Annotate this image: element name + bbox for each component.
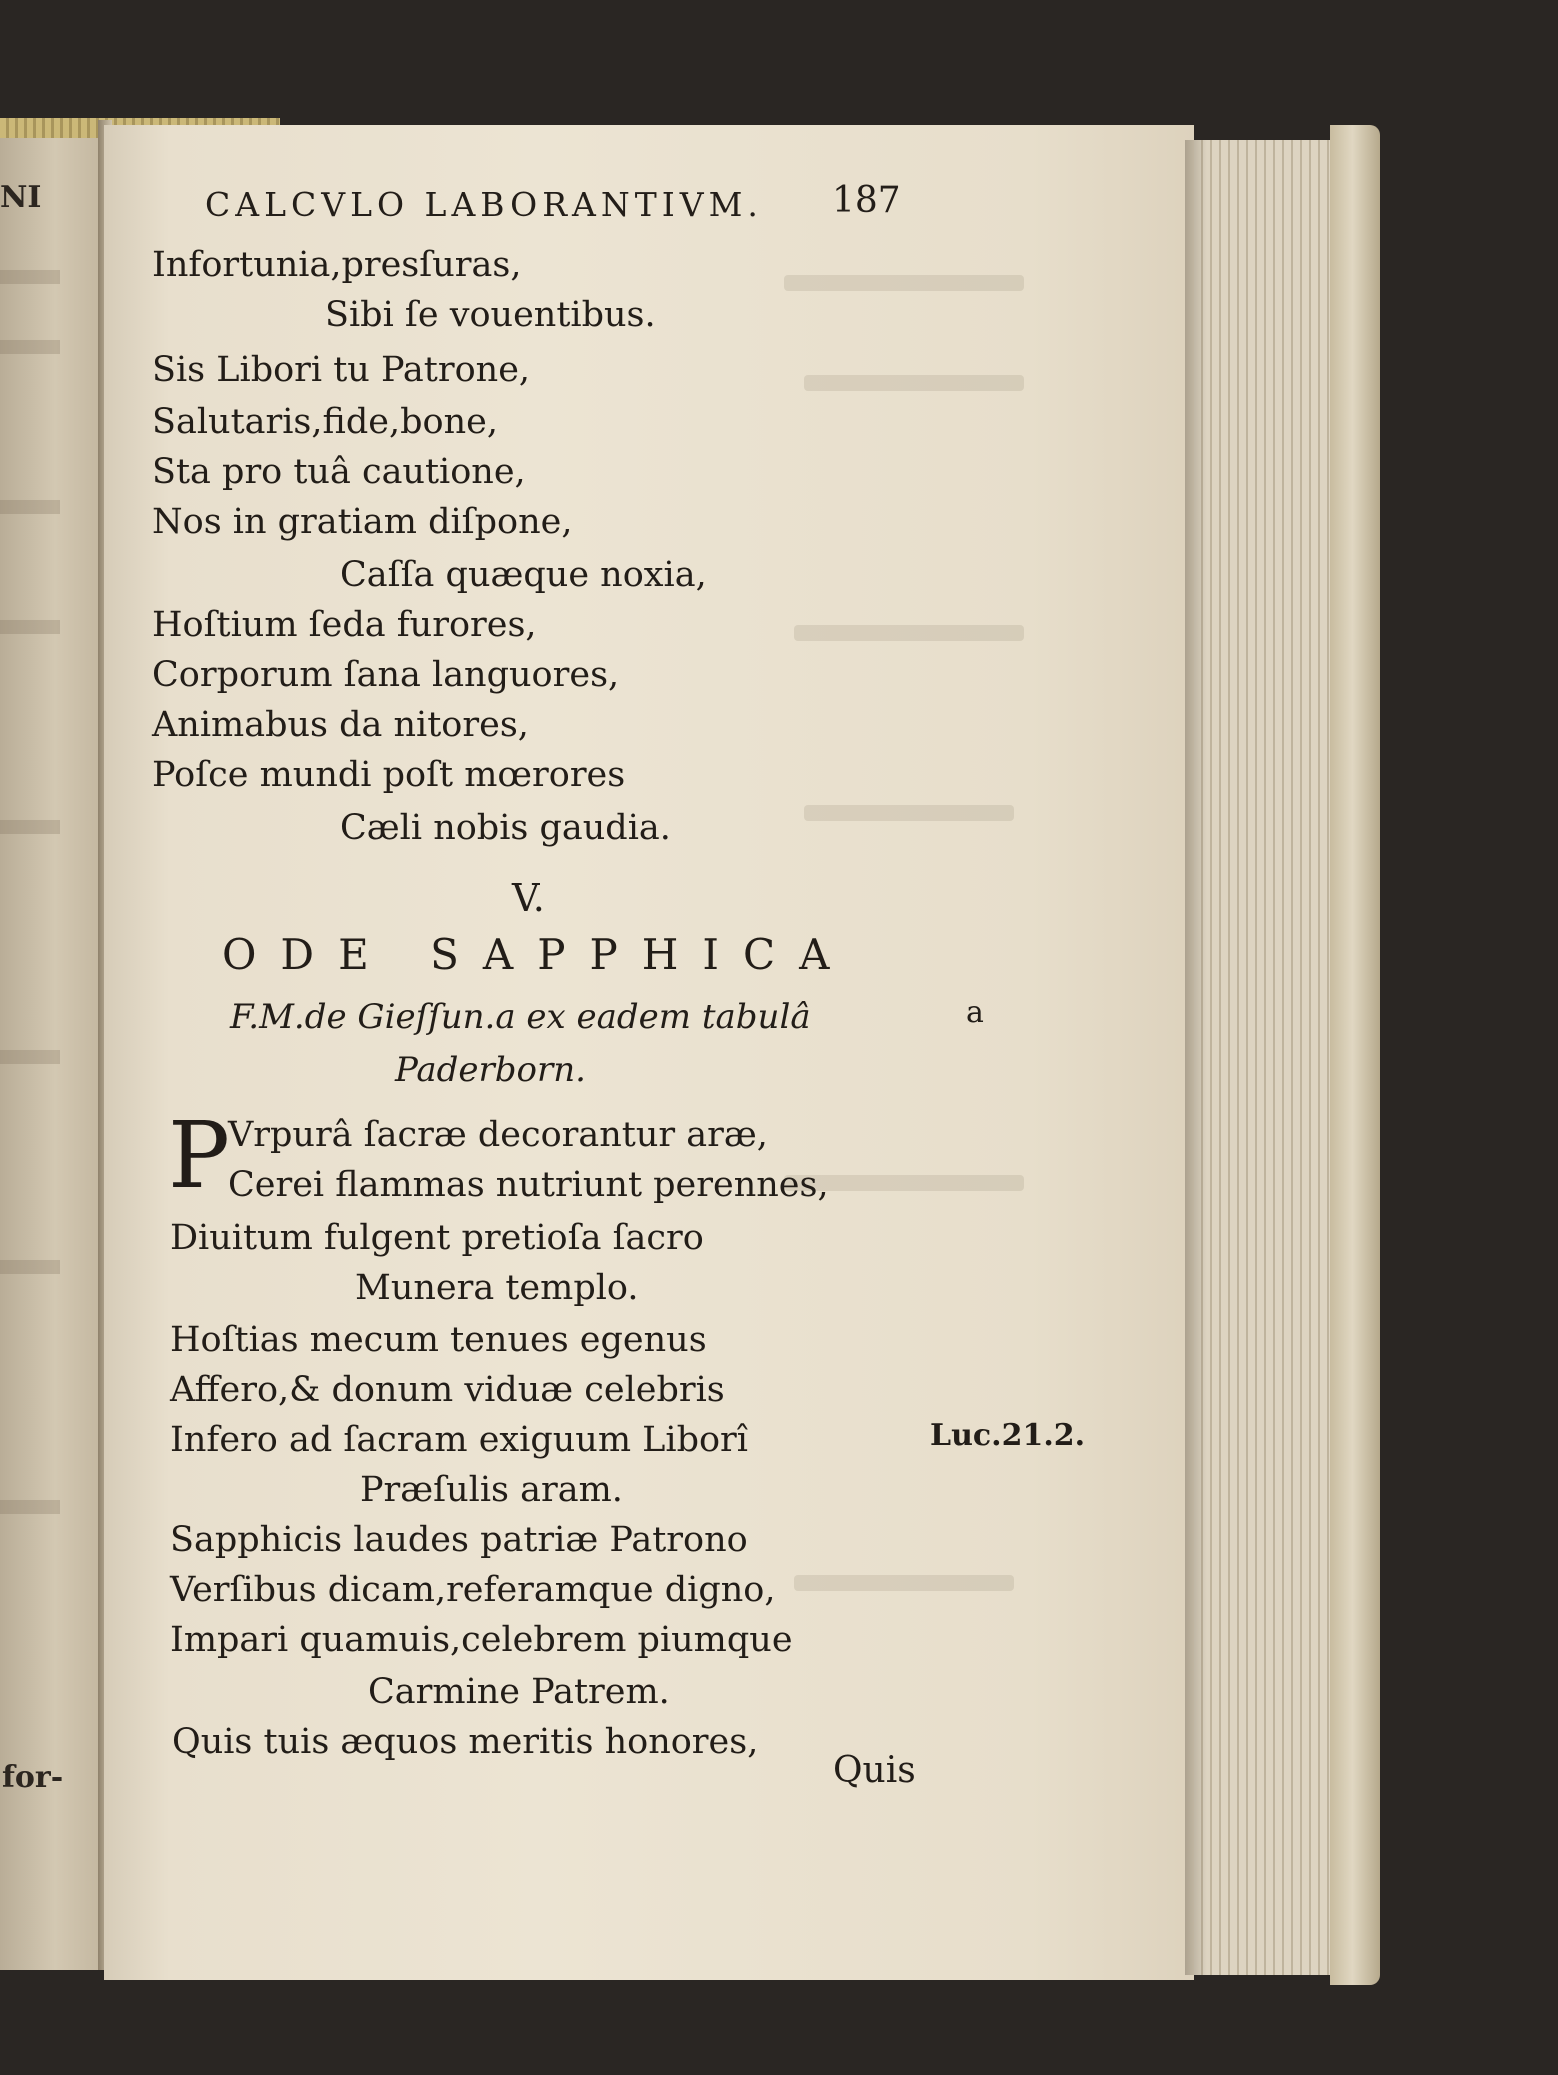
verse-line: Infero ad ſacram exiguum Liborî — [170, 1420, 748, 1460]
verse-line: Impari quamuis,celebrem piumque — [170, 1620, 793, 1660]
show-through-text — [0, 340, 60, 354]
ode-title: ODE SAPPHICA — [222, 930, 854, 979]
verse-line: Præſulis aram. — [360, 1470, 623, 1510]
verse-line: Animabus da nitores, — [152, 705, 529, 745]
verse-line: Sta pro tuâ cautione, — [152, 452, 526, 492]
verse-line: Vrpurâ ſacræ decorantur aræ, — [228, 1115, 768, 1155]
page-edge-shadow — [1185, 140, 1207, 1975]
verse-line: Sibi ſe vouentibus. — [325, 295, 656, 335]
section-number: V. — [512, 876, 545, 920]
left-facing-page — [0, 120, 100, 1970]
show-through-text — [0, 500, 60, 514]
vellum-cover — [1330, 125, 1380, 1985]
verse-line: Verſibus dicam,referamque digno, — [170, 1570, 776, 1610]
verse-line: Hoſtias mecum tenues egenus — [170, 1320, 707, 1360]
verse-line: Carmine Patrem. — [368, 1672, 670, 1712]
verse-line: Nos in gratiam diſpone, — [152, 502, 573, 542]
show-through-text — [804, 375, 1024, 391]
show-through-text — [804, 805, 1014, 821]
show-through-text — [784, 275, 1024, 291]
verse-line: Cæli nobis gaudia. — [340, 808, 671, 848]
show-through-text — [794, 1575, 1014, 1591]
show-through-text — [0, 820, 60, 834]
left-page-fragment: for- — [2, 1760, 64, 1795]
verse-line: Cerei flammas nutriunt perennes, — [228, 1165, 829, 1205]
show-through-text — [0, 270, 60, 284]
show-through-text — [0, 1050, 60, 1064]
ode-subtitle: Paderborn. — [395, 1050, 586, 1090]
verse-line: Hoſtium ſeda furores, — [152, 605, 537, 645]
verse-line: Infortunia,presſuras, — [152, 245, 522, 285]
verse-line: Corporum ſana languores, — [152, 655, 620, 695]
verse-line: Sis Libori tu Patrone, — [152, 350, 531, 390]
show-through-text — [0, 620, 60, 634]
show-through-text — [0, 1260, 60, 1274]
page-number: 187 — [832, 180, 901, 221]
left-page-fragment: NI — [0, 180, 42, 215]
verse-line: Munera templo. — [355, 1268, 639, 1308]
verse-line: Sapphicis laudes patriæ Patrono — [170, 1520, 748, 1560]
catchword: Quis — [833, 1750, 916, 1791]
verse-line: Poſce mundi poſt mœrores — [152, 755, 626, 795]
drop-cap: P — [168, 1102, 230, 1209]
verse-line: Salutaris,fide,bone, — [152, 402, 498, 442]
show-through-text — [794, 625, 1024, 641]
ode-subtitle: F.M.de Gieſſun.a ex eadem tabulâ — [230, 997, 811, 1037]
show-through-text — [0, 1500, 60, 1514]
verse-line: Affero,& donum viduæ celebris — [170, 1370, 725, 1410]
margin-note: a — [966, 995, 984, 1030]
verse-line: Diuitum fulgent pretioſa ſacro — [170, 1218, 704, 1258]
running-header: CALCVLO LABORANTIVM. — [205, 185, 763, 224]
verse-line: Quis tuis æquos meritis honores, — [172, 1722, 759, 1762]
verse-line: Caſſa quæque noxia, — [340, 555, 707, 595]
margin-note: Luc.21.2. — [930, 1418, 1086, 1453]
